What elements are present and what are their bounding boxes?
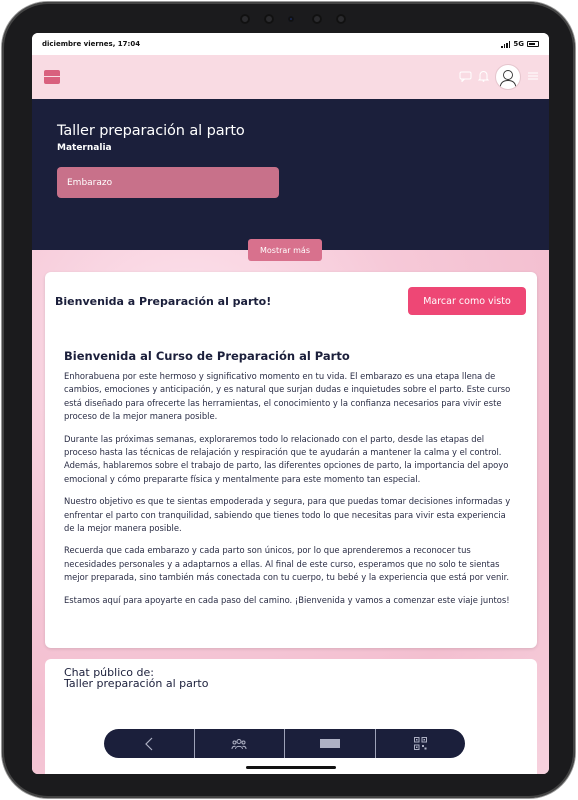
avatar[interactable]	[495, 64, 521, 90]
back-icon[interactable]	[104, 729, 195, 758]
course-title: Taller preparación al parto	[57, 123, 245, 139]
tablet-frame	[2, 2, 575, 798]
chat-label: Chat público de:	[64, 666, 154, 679]
app-header	[32, 55, 549, 99]
qr-icon[interactable]	[376, 729, 466, 758]
menu-icon[interactable]	[527, 71, 539, 83]
camera-bar	[2, 12, 575, 26]
bottom-navigation	[104, 729, 465, 758]
home-indicator[interactable]	[246, 766, 336, 769]
sensor-icon	[312, 14, 322, 24]
screen	[32, 33, 549, 774]
lesson-paragraph: Estamos aquí para apoyarte en cada paso del camino. ¡Bienvenida y vamos a comenzar este viaje juntos!	[64, 594, 510, 605]
lesson-card	[45, 272, 537, 648]
course-provider: Maternalia	[57, 143, 112, 153]
lesson-card-header	[45, 272, 537, 315]
menu-bar-icon[interactable]	[285, 729, 376, 758]
logo-icon[interactable]	[44, 70, 60, 84]
signal-icon	[501, 41, 510, 48]
status-bar	[32, 33, 549, 55]
lesson-title: Bienvenida a Preparación al parto!	[55, 294, 272, 308]
show-more-button[interactable]: Mostrar más	[248, 239, 322, 261]
battery-icon	[527, 41, 539, 47]
status-indicators	[501, 40, 539, 48]
group-icon[interactable]	[195, 729, 286, 758]
chat-icon[interactable]	[459, 71, 472, 84]
sensor-icon	[240, 14, 250, 24]
network-label: 5G	[513, 40, 524, 48]
category-tag: Embarazo	[57, 167, 279, 198]
lesson-paragraph: Enhorabuena por este hermoso y significativo momento en tu vida. El embarazo es una etapa llena de cambios, emociones y anticipación, y es natural que surjan dudas e inquietudes sobre el parto. Este curso está diseñado para ofrecerte las herramientas, el conocimiento y la confianza necesarios para vivir este proceso de la mejor manera posible.	[64, 371, 511, 422]
camera-icon	[288, 16, 294, 22]
sensor-icon	[264, 14, 274, 24]
status-time: diciembre viernes, 17:04	[42, 40, 141, 48]
lesson-heading: Bienvenida al Curso de Preparación al Parto	[64, 349, 350, 363]
lesson-content	[45, 315, 537, 607]
mark-as-seen-button[interactable]: Marcar como visto	[408, 287, 526, 315]
bell-icon[interactable]	[478, 70, 489, 84]
header-actions	[459, 64, 539, 90]
lesson-paragraph: Recuerda que cada embarazo y cada parto son únicos, por lo que aprenderemos a reconocer tus necesidades personales y a adaptarnos a ellas. Al final de este curso, esperamos que no solo te sientas mejor preparada, sino también más conectada con tu cuerpo, tu bebé y la experiencia que está por venir.	[64, 545, 510, 583]
sensor-icon	[336, 14, 346, 24]
lesson-paragraph: Nuestro objetivo es que te sientas empoderada y segura, para que puedas tomar decisiones informadas y enfrentar el parto con tranquilidad, sabiendo que tienes todo lo que necesitas para vivir esta experiencia de la mejor manera posible.	[64, 496, 511, 534]
lesson-paragraph: Durante las próximas semanas, exploraremos todo lo relacionado con el parto, desde las etapas del proceso hasta las técnicas de relajación y respiración que te ayudarán a mantener la calma y el control. Además, hablaremos sobre el trabajo de parto, las diferentes opciones de parto, la importancia del apoyo emocional y cómo prepararte física y mentalmente para este momento tan especial.	[64, 433, 509, 484]
chat-course-name: Taller preparación al parto	[64, 677, 209, 690]
course-hero	[32, 99, 549, 250]
